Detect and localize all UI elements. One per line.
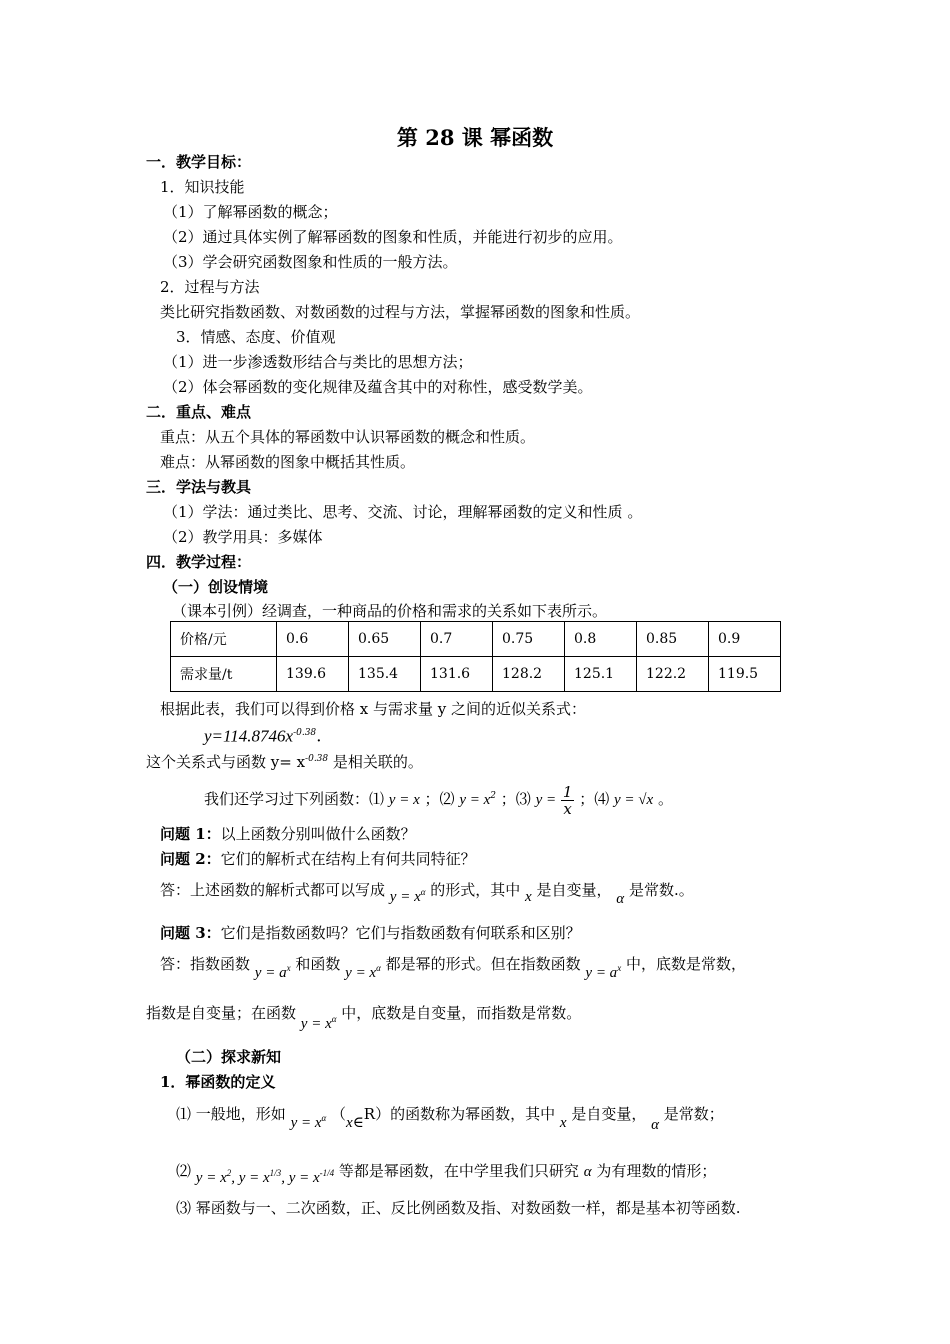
definition-text: 是自变量， <box>571 1105 647 1123</box>
fraction-denominator: x <box>563 799 572 818</box>
power-function-base: y = x <box>345 965 377 981</box>
example-exponent: 2 <box>226 1168 232 1178</box>
table-cell: 128.2 <box>493 657 565 692</box>
power-function <box>301 1016 337 1032</box>
table-cell: 0.8 <box>565 622 637 657</box>
variable-x: x <box>559 1115 567 1131</box>
definition-text: ⑵ <box>176 1162 192 1180</box>
variable-x: x <box>525 889 532 905</box>
example-exponent: -1/4 <box>319 1168 335 1178</box>
definition-text: 为有理数的情形； <box>596 1162 717 1180</box>
function-2: y = x <box>459 792 491 808</box>
answer-2 <box>160 876 694 907</box>
goal-item: （1）进一步渗透数形结合与类比的思想方法； <box>163 353 473 371</box>
table-cell: 价格/元 <box>171 622 277 657</box>
process-text: 类比研究指数函数、对数函数的过程与方法，掌握幂函数的图象和性质。 <box>160 303 641 321</box>
power-function-base: y = x <box>300 1016 332 1032</box>
page-title: 第 28 课 幂函数 <box>396 125 554 150</box>
power-function <box>291 1115 327 1131</box>
definition-1 <box>176 1100 724 1133</box>
subheading-knowledge: 1．知识技能 <box>160 178 245 196</box>
learned-functions <box>204 775 673 817</box>
exp-function <box>585 965 621 981</box>
table-row <box>171 657 781 692</box>
section-1-heading: 一．教学目标： <box>146 153 252 171</box>
goal-item: （2）体会幂函数的变化规律及蕴含其中的对称性，感受数学美。 <box>163 378 593 396</box>
alpha-symbol: α <box>651 1117 659 1133</box>
table-cell: 0.7 <box>421 622 493 657</box>
learned-text: 。 <box>657 790 673 808</box>
answer-text: 是自变量， <box>536 881 612 899</box>
alpha-symbol: α <box>583 1164 592 1180</box>
definition-3: ⑶ 幂函数与一、二次函数，正、反比例函数及指、对数函数一样，都是基本初等函数. <box>176 1199 741 1217</box>
definition-2 <box>176 1157 717 1186</box>
exp-function-exponent: x <box>286 963 291 973</box>
table-cell: 0.6 <box>277 622 349 657</box>
table-cell: 0.65 <box>349 622 421 657</box>
learned-text: ；⑷ <box>579 790 610 808</box>
answer-3-continued <box>146 999 582 1032</box>
goal-item: （2）通过具体实例了解幂函数的图象和性质，并能进行初步的应用。 <box>163 228 623 246</box>
section-4-heading: 四．教学过程： <box>146 553 252 571</box>
answer-text: 指数是自变量；在函数 <box>146 1004 297 1022</box>
power-function-exponent: α <box>376 963 381 973</box>
section-3-heading: 三．学法与教具 <box>146 478 252 496</box>
power-form <box>390 889 426 905</box>
alpha-symbol: α <box>616 891 625 907</box>
power-function-base: y = x <box>290 1115 322 1131</box>
question-text: 它们是指数函数吗？它们与指数函数有何联系和区别？ <box>220 924 581 942</box>
answer-text: 中，底数是常数， <box>625 955 746 973</box>
table-cell: 135.4 <box>349 657 421 692</box>
section-2-heading: 二．重点、难点 <box>146 403 252 421</box>
question-1 <box>160 824 416 844</box>
question-3 <box>160 923 581 943</box>
part-1-heading: （一）创设情境 <box>163 578 269 596</box>
exp-function <box>255 965 291 981</box>
part-2-heading: （二）探求新知 <box>176 1048 282 1066</box>
related-exponent: -0.38 <box>305 754 329 764</box>
answer-text: 答：上述函数的解析式都可以写成 <box>160 881 386 899</box>
table-cell: 139.6 <box>277 657 349 692</box>
table-row <box>171 622 781 657</box>
answer-text: 中，底数是自变量，而指数是常数。 <box>341 1004 582 1022</box>
subheading-process: 2．过程与方法 <box>160 278 260 296</box>
question-label: 问题 1： <box>160 825 221 843</box>
method-item: （1）学法：通过类比、思考、交流、讨论，理解幂函数的定义和性质 。 <box>163 503 643 521</box>
method-item: （2）教学用具：多媒体 <box>163 528 323 546</box>
definition-text: R）的函数称为幂函数，其中 <box>363 1105 556 1123</box>
definition-text: ⑴ 一般地，形如 <box>176 1105 286 1123</box>
table-cell: 0.75 <box>493 622 565 657</box>
power-function-exponent: α <box>331 1014 337 1024</box>
formula-exponent: -0.38 <box>293 728 317 738</box>
related-text-end: 是相关联的。 <box>328 753 423 771</box>
exp-function-base: y = a <box>585 965 618 981</box>
learned-text: ；⑶ <box>500 790 531 808</box>
table-cell: 需求量/t <box>171 657 277 692</box>
power-function <box>345 965 381 981</box>
price-demand-table <box>170 621 781 692</box>
fraction-numerator: 1 <box>562 782 573 801</box>
exp-function-exponent: x <box>617 963 622 973</box>
answer-text: 和函数 <box>295 955 341 973</box>
formula-end: . <box>316 726 322 747</box>
power-function-exponent: α <box>321 1113 327 1123</box>
function-1: y = x <box>388 792 420 808</box>
approx-formula <box>204 723 322 747</box>
table-cell: 122.2 <box>637 657 709 692</box>
goal-item: （1）了解幂函数的概念； <box>163 203 338 221</box>
example-exponent: 1/3 <box>269 1168 282 1178</box>
question-text: 它们的解析式在结构上有何共同特征？ <box>220 850 476 868</box>
fraction-1-over-x <box>561 784 575 817</box>
table-cell: 119.5 <box>709 657 781 692</box>
definition-text: （ <box>331 1105 347 1123</box>
answer-text: 是常数.。 <box>628 881 694 899</box>
example-function: , y = x <box>231 1170 270 1186</box>
function-2-exponent: 2 <box>490 791 496 801</box>
table-cell: 0.9 <box>709 622 781 657</box>
example-function: y = x <box>195 1170 227 1186</box>
answer-3 <box>160 950 746 981</box>
answer-text: 的形式，其中 <box>430 881 521 899</box>
example-functions <box>196 1170 334 1186</box>
function-4: y = √x <box>614 792 654 808</box>
question-label: 问题 3： <box>160 924 221 942</box>
relation-intro: 根据此表，我们可以得到价格 x 与需求量 y 之间的近似关系式： <box>160 700 587 718</box>
table-cell: 131.6 <box>421 657 493 692</box>
power-form-base: y = x <box>389 889 421 905</box>
example-function: , y = x <box>281 1170 320 1186</box>
learned-text: ；⑵ <box>424 790 455 808</box>
related-text: 这个关系式与函数 y= x <box>146 753 306 771</box>
answer-text: 答：指数函数 <box>160 955 251 973</box>
power-form-exponent: α <box>420 887 426 897</box>
definition-text: 等都是幂函数，在中学里我们只研究 <box>338 1162 579 1180</box>
question-label: 问题 2： <box>160 850 221 868</box>
question-text: 以上函数分别叫做什么函数？ <box>220 825 416 843</box>
table-cell: 0.85 <box>637 622 709 657</box>
key-point: 重点：从五个具体的幂函数中认识幂函数的概念和性质。 <box>160 428 536 446</box>
difficult-point: 难点：从幂函数的图象中概括其性质。 <box>160 453 416 471</box>
domain-x: x∈ <box>346 1115 364 1131</box>
definition-heading: 1．幂函数的定义 <box>160 1073 276 1091</box>
question-2 <box>160 849 476 869</box>
subheading-attitude: 3．情感、态度、价值观 <box>176 328 336 346</box>
definition-text: 是常数； <box>663 1105 724 1123</box>
exp-function-base: y = a <box>254 965 287 981</box>
learned-text: 我们还学习过下列函数：⑴ <box>204 790 385 808</box>
answer-text: 都是幂的形式。但在指数函数 <box>385 955 581 973</box>
formula-main: y=114.8746x <box>204 726 294 746</box>
related-function <box>146 749 423 772</box>
table-cell: 125.1 <box>565 657 637 692</box>
function-3: y = <box>535 792 557 808</box>
intro-text: （课本引例）经调查，一种商品的价格和需求的关系如下表所示。 <box>172 602 608 620</box>
goal-item: （3）学会研究函数图象和性质的一般方法。 <box>163 253 458 271</box>
